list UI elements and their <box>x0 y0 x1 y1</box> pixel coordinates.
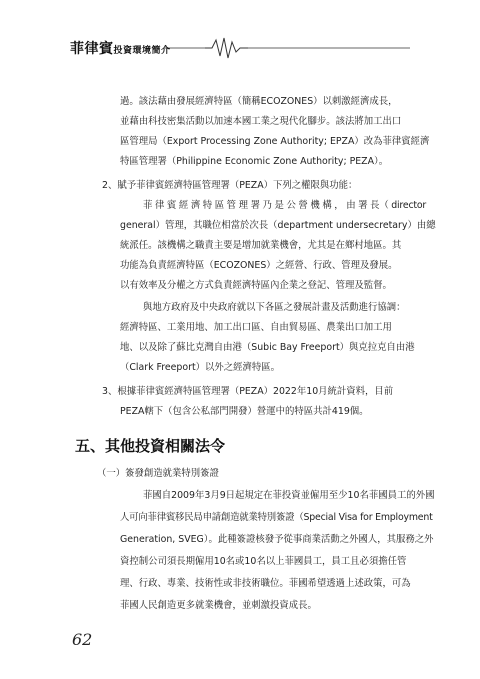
text-line: 菲國自2009年3月9日起規定在菲投資並僱用至少10名菲國員工的外國 <box>143 490 435 501</box>
text-line: 過。該法藉由發展經濟特區（簡稱ECOZONES）以刺激經濟成長， <box>120 96 398 107</box>
header-title-main: 菲律賓 <box>70 41 114 57</box>
text-line: Generation, SVEG）。此種簽證核發予從事商業活動之外國人，其服務之外 <box>120 534 434 545</box>
running-header <box>0 0 480 70</box>
text-line: 與地方政府及中央政府就以下各區之發展計畫及活動進行協調： <box>143 302 406 313</box>
text-line: 特區管理署（Philippine Economic Zone Authority; PEZA）。 <box>120 156 389 167</box>
header-title-sub: 投資環境簡介 <box>113 46 171 56</box>
subsection-heading: （一）簽發創造就業特別簽證 <box>97 468 219 479</box>
list-item-2-title: 2、賦予菲律賓經濟特區管理署（PEZA）下列之權限與功能： <box>102 180 358 191</box>
list-item-3-title: 3、根據菲律賓經濟特區管理署（PEZA）2022年10月統計資料，目前 <box>102 386 394 397</box>
text-line: 以有效率及分權之方式負責經濟特區內企業之登記、管理及監督。 <box>120 280 392 291</box>
text-line: general）管理，其職位相當於次長（department undersecretary）由總 <box>120 220 436 231</box>
page-number: 62 <box>72 630 93 649</box>
text-line: 統派任。該機構之職責主要是增加就業機會，尤其是在鄉村地區。其 <box>120 240 402 251</box>
text-line: 理、行政、專業、技術性或非技術職位。菲國希望透過上述政策，可為 <box>120 578 411 589</box>
text-line: PEZA轄下（包含公私部門開發）營運中的特區共計419個。 <box>120 406 369 417</box>
text-line: 區管理局（Export Processing Zone Authority; EPZA）改為菲律賓經濟 <box>120 136 430 147</box>
text-line: 菲 律 賓 經 濟 特 區 管 理 署 乃 是 公 營 機 構 ， 由 署 長（ director <box>143 200 427 211</box>
text-line: 人可向菲律賓移民局申請創造就業特別簽證（Special Visa for Employment <box>120 512 433 523</box>
text-line: 地、以及除了蘇比克灣自由港（Subic Bay Freeport）與克拉克自由港 <box>120 342 415 353</box>
text-line: （Clark Freeport）以外之經濟特區。 <box>120 362 281 373</box>
text-line: 經濟特區、工業用地、加工出口區、自由貿易區、農業出口加工用 <box>120 322 392 333</box>
text-line: 資控制公司須長期僱用10名或10名以上菲國員工，員工且必須擔任管 <box>120 556 407 567</box>
text-line: 並藉由科技密集活動以加速本國工業之現代化腳步。該法將加工出口 <box>120 116 402 127</box>
header-title <box>70 38 171 58</box>
header-waveform-rule <box>0 0 480 70</box>
section-heading: 五、其他投資相關法令 <box>75 437 226 455</box>
text-line: 功能為負責經濟特區（ECOZONES）之經營、行政、管理及發展。 <box>120 260 398 271</box>
text-line: 菲國人民創造更多就業機會，並刺激投資成長。 <box>120 600 317 611</box>
